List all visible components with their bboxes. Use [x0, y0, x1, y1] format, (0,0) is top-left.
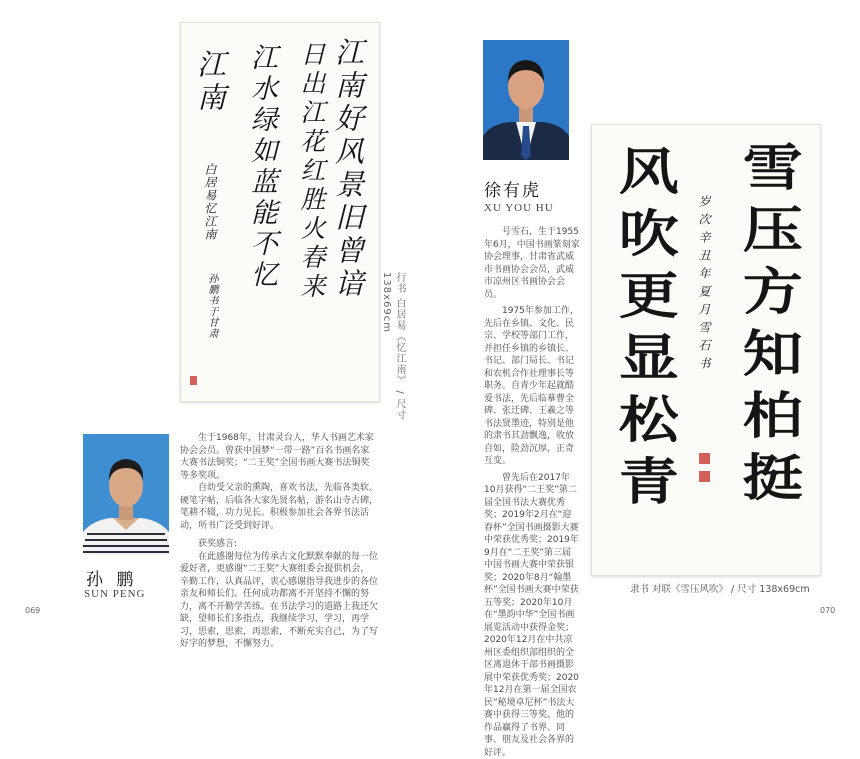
calligraphy-line: 江南好风景旧曾谙 [328, 37, 369, 301]
calligraphy-column: 雪压方知柏挺 [725, 141, 811, 513]
artist-name-en: SUN PENG [84, 588, 145, 600]
bio-paragraph: 号雪石，生于1955年6月，中国书画篆刻家协会理事，甘肃省武威市书画协会会员，武威市凉州区书画协会会员。 [484, 226, 580, 301]
calligraphy-signature: 孙鹏书于甘肃 [204, 273, 219, 339]
artist-photo-sunpeng [83, 434, 169, 555]
artist-bio [484, 226, 580, 759]
artist-name-cn: 孙 鹏 [86, 565, 137, 590]
bio-paragraph: 自幼受父亲的熏陶，喜欢书法，先临各类软、硬笔字帖，后临各大家先贤名帖，游名山寺古碑，笔耕不辍，功力见长。积极参加社会各界书法活动，所书广泛受到好评。 [180, 482, 378, 532]
artwork-caption: 隶书 对联《雪压风吹》 / 尺寸 138x69cm [630, 581, 810, 595]
artist-name-en: XU YOU HU [484, 202, 554, 214]
seal-stamp [190, 376, 197, 385]
calligraphy-inscription: 岁次辛丑年夏月雪石书 [696, 195, 713, 375]
bio-paragraph: 1975年参加工作，先后在乡镇、文化、民宗、学校等部门工作，并担任乡镇的乡镇长、书记、部门局长、书记和农机合作社理事长等职务。自青少年起就酷爱书法，先后临摹曹全碑、张迁碑、王羲之等书法贤墨迹，特别是他的隶书其劲飘逸，收放自如，险劲沉厚，正奇互变。 [484, 305, 580, 468]
award-heading: 获奖感言: [180, 538, 378, 551]
calligraphy-line: 日出江花红胜火春来 [293, 41, 329, 302]
calligraphy-line: 江水绿如蓝能不忆 [242, 43, 281, 291]
artwork-caption: 行书 白居易《忆江南》 / 尺寸 138x69cm [381, 272, 407, 462]
artist-bio [180, 432, 378, 651]
artist-photo-xuyouhu [483, 40, 569, 160]
bio-paragraph: 曾先后在2017年10月获得“二王奖”第二届全国书法大赛优秀奖；2019年2月在“迎春杯”全国书画摄影大赛中荣获优秀奖；2019年9月在“二王奖”第三届中国书画大赛中荣获银奖；2020年8月“翰墨杯”全国书画大赛中荣获五等奖；2020年10月在“墨韵中华”全国书画展览活动中获得金奖；2020年12月在中共凉州区委组织部组织的全区离退休干部书画摄影展中荣获优秀奖；2020年12月在第一届全国农民“秘境卓尼杯”书法大赛中获得三等奖。他的作品赢得了书界、同事、朋友及社会各界的好评。 [484, 472, 580, 759]
page-number-right: 070 [820, 606, 835, 615]
award-text: 在此感谢每位为传承古文化默默奉献的每一位爱好者，更感谢“二王奖”大赛组委会提供机会，辛勤工作，认真品评，衷心感谢指导我进步的各位亲友和师长们。任何成功都离不开坚持不懈的努力，离不开勤学苦练。在书法学习的道路上我还欠缺，望师长们多指点，我继续学习，学习，再学习，思索，思索，再思索，不断充实自己，为了写好字的梦想，不懈努力。 [180, 551, 378, 651]
page-number-left: 069 [25, 606, 40, 615]
calligraphy-line: 江南 [190, 49, 231, 115]
artist-name-cn: 徐有虎 [484, 176, 541, 201]
calligraphy-inscription: 白居易忆江南 [202, 163, 219, 241]
seal-stamp [699, 471, 710, 482]
seal-stamp [699, 453, 710, 464]
bio-paragraph: 生于1968年，甘肃灵台人，华人书画艺术家协会会员。曾获中国梦“一带一路”百名书画名家大赛书法铜奖；“二王奖”全国书画大赛书法铜奖等多奖项。 [180, 432, 378, 482]
calligraphy-artwork-sunpeng [180, 22, 380, 402]
calligraphy-column: 风吹更显松青 [601, 145, 687, 517]
calligraphy-artwork-xuyouhu [591, 124, 821, 576]
